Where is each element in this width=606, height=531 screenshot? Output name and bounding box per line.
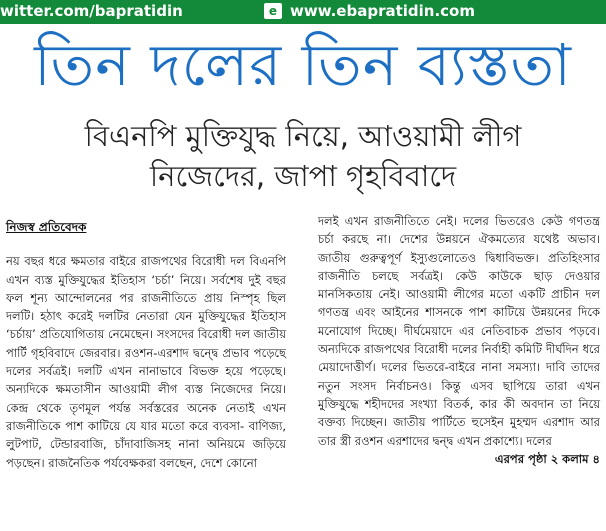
article-column-1 [6, 212, 286, 472]
article-body-part-2: দলই এখন রাজনীতিতে নেই। দলের ভিতরেও কেউ গণতন্ত্র চর্চা করছে না। দেশের উন্নয়নে ঐকমত্যের যথেষ্ট অভাব। জাতীয় গুরুত্বপূর্ণ ইস্যুগুলোতেও দ্বিধাবিভক্ত। প্রতিহিংসার রাজনীতি চলছে সর্বত্রই। কেউ কাউকে ছাড় দেওয়ার মানসিকতায় নেই। আওয়ামী লীগের মতো একটি প্রাচীন দল গণতন্ত্র এবং আইনের শাসনকে পাশ কাটিয়ে উন্নয়নের দিকে মনোযোগ দিচ্ছে। দীর্ঘমেয়াদে এর নেতিবাচক প্রভাব পড়বে। অন্যদিকে রাজপথের বিরোধী দলের নির্বাহী কমিটি দীর্ঘদিন ধরে মেয়াদোত্তীর্ণ। দলের ভিতরে-বাইরে নানা সমস্যা। দাবি তাদের নতুন সংসদ নির্বাচনও। কিন্তু এসব ছাপিয়ে তারা এখন মুক্তিযুদ্ধে শহীদদের সংখ্যা বিতর্ক, কার কী অবদান তা নিয়ে বক্তব্য দিচ্ছেন। জাতীয় পার্টিতে হুসেইন মুহম্মদ এরশাদ আর তার স্ত্রী রওশন এরশাদের দ্বন্দ্ব এখন প্রকাশ্যে। দলের [318, 214, 600, 448]
epaper-url-group [264, 2, 475, 20]
subheadline-line-2: নিজেদের, জাপা গৃহবিবাদে [149, 159, 457, 193]
headline: তিন দলের তিন ব্যস্ততা [34, 31, 572, 99]
masthead-bar [0, 0, 606, 24]
continued-on-page-note: এরপর পৃষ্ঠা ২ কলাম ৪ [494, 451, 600, 466]
article-body-part-1: নয় বছর ধরে ক্ষমতার বাইরে রাজপথের বিরোধী দল বিএনপি এখন ব্যস্ত মুক্তিযুদ্ধের ইতিহাস ‘চর্চা’ নিয়ে। সর্বশেষ দুই বছর ফল শূন্য আন্দোলনের পর রাজনীতিতে প্রায় নিস্পৃহ ছিল দলটি। হঠাৎ করেই দলটির নেতারা যেন মুক্তিযুদ্ধের ইতিহাস ‘চর্চায়’ প্রতিযোগিতায় নেমেছেন। সংসদের বিরোধী দল জাতীয় পার্টি গৃহবিবাদে জেরবার। রওশন-এরশাদ দ্বন্দ্বে প্রভাব পড়েছে দলের সর্বত্রই। দলটি এখন নানাভাবে বিভক্ত হয়ে পড়েছে। অন্যদিকে ক্ষমতাসীন আওয়ামী লীগ ব্যস্ত নিজেদের নিয়ে। কেন্দ্র থেকে তৃণমূল পর্যন্ত সর্বস্তরের অনেক নেতাই এখন রাজনীতিকে পাশ কাটিয়ে যে যার মতো করে ব্যবসা- বাণিজ্য, লুটপাট, টেন্ডারবাজি, চাঁদাবাজিসহ নানা অনিয়মে জড়িয়ে পড়ছেন। রাজনৈতিক পর্যবেক্ষকরা বলছেন, দেশে কোনো [6, 254, 286, 470]
subheadline-line-1: বিএনপি মুক্তিযুদ্ধ নিয়ে, আওয়ামী লীগ [84, 119, 522, 153]
epaper-url[interactable]: www.ebapratidin.com [290, 2, 475, 20]
byline: নিজস্ব প্রতিবেদক [6, 220, 87, 234]
article-column-2 [318, 212, 600, 468]
twitter-url[interactable]: witter.com/bapratidin [0, 2, 183, 20]
epaper-icon: e [264, 3, 282, 19]
